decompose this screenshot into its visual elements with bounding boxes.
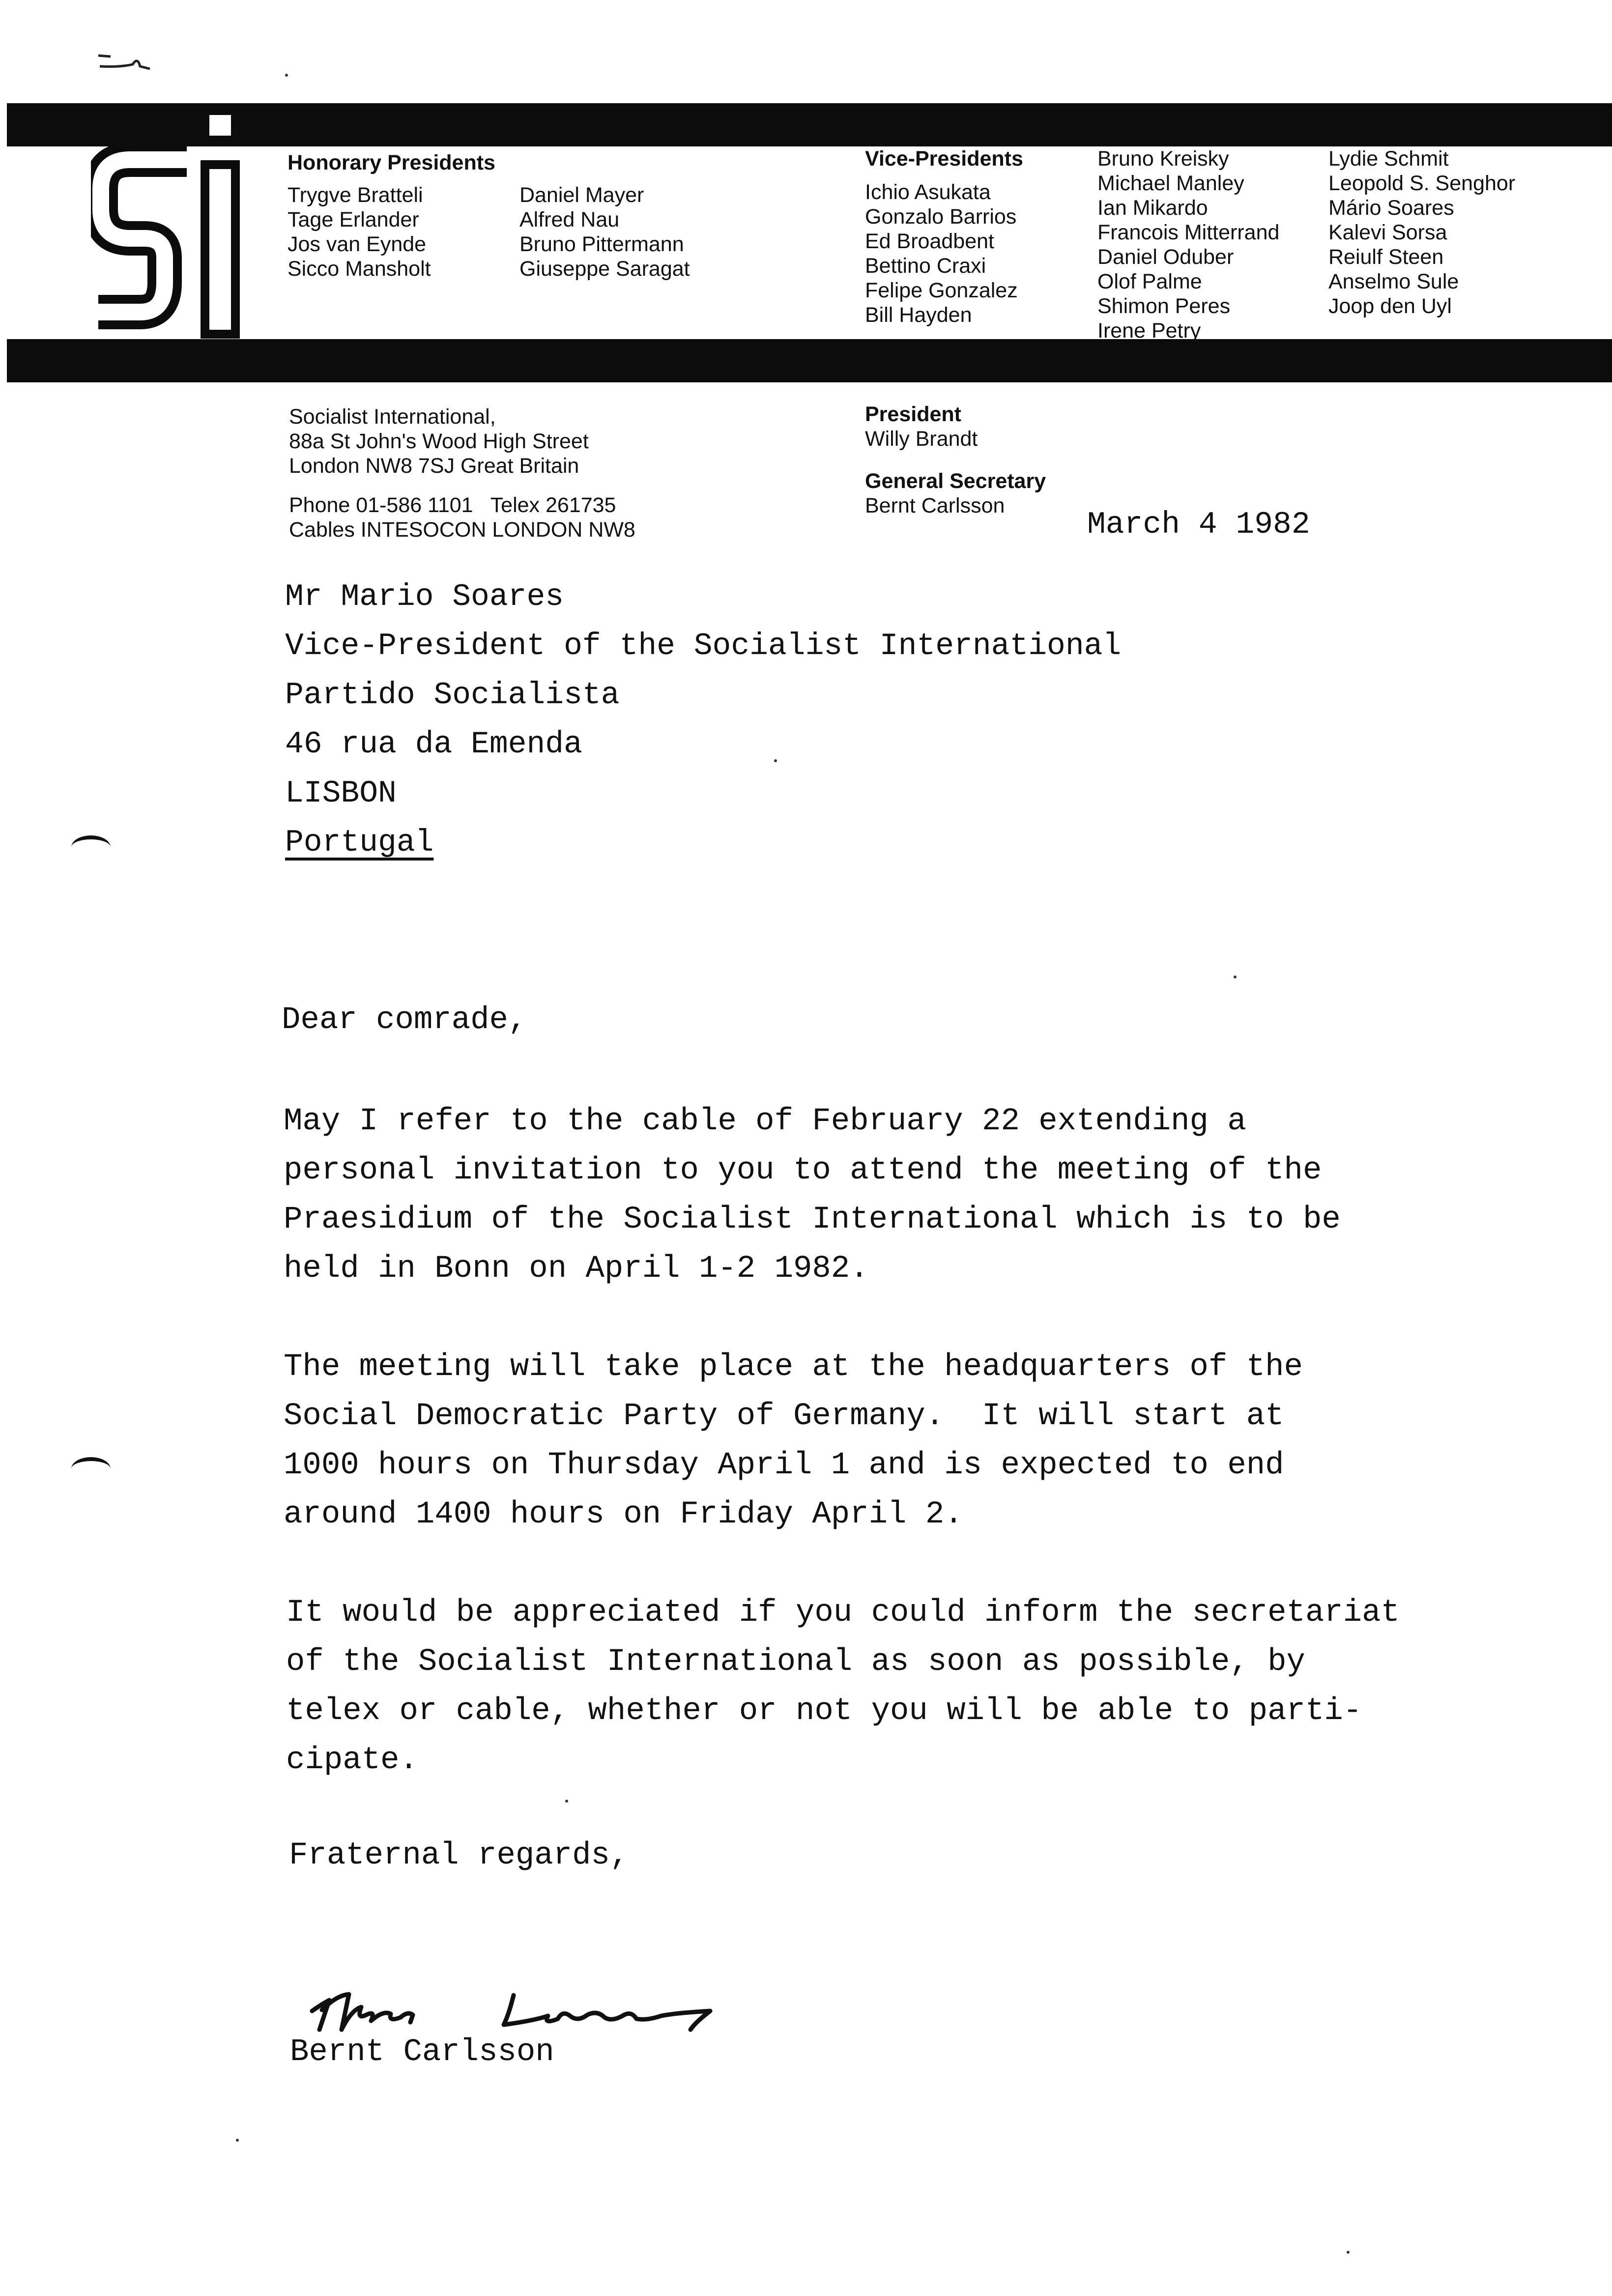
vice-president: Olof Palme (1097, 270, 1202, 293)
punch-hole-mark (71, 835, 111, 859)
president-heading: President (865, 402, 961, 426)
vice-presidents-column-3 (1328, 146, 1515, 318)
vice-president: Bill Hayden (865, 303, 972, 327)
vice-president: Michael Manley (1097, 172, 1244, 195)
honorary-president: Trygve Bratteli (288, 183, 423, 207)
vice-president: Ichio Asukata (865, 180, 991, 204)
scan-mark (91, 47, 165, 76)
speck (1347, 2251, 1350, 2254)
paragraph-line: May I refer to the cable of February 22 extending a (284, 1104, 1246, 1139)
speck (565, 1800, 568, 1803)
recipient-line: LISBON (285, 776, 397, 811)
honorary-president: Sicco Mansholt (288, 257, 431, 281)
honorary-president: Tage Erlander (288, 208, 419, 231)
vice-president: Felipe Gonzalez (865, 279, 1018, 302)
vice-president: Shimon Peres (1097, 294, 1231, 318)
vice-president: Bettino Craxi (865, 254, 986, 278)
speck (285, 74, 288, 77)
speck (1234, 976, 1237, 978)
vice-president: Irene Petry (1097, 319, 1201, 343)
vice-president: Bruno Kreisky (1097, 147, 1229, 171)
signatory-name: Bernt Carlsson (290, 2035, 554, 2070)
president-name: Willy Brandt (865, 427, 978, 451)
cables-line: Cables INTESOCON LONDON NW8 (289, 518, 635, 542)
closing: Fraternal regards, (289, 1838, 629, 1873)
vice-presidents-column-2 (1097, 146, 1279, 343)
paragraph-2 (284, 1343, 1303, 1539)
recipient-line: 46 rua da Emenda (285, 727, 582, 762)
honorary-presidents-column-2 (519, 183, 690, 281)
letter-date: March 4 1982 (1087, 507, 1310, 542)
officers (865, 402, 1046, 518)
honorary-president: Daniel Mayer (519, 183, 644, 207)
paragraph-line: of the Socialist International as soon as possible, by (286, 1644, 1305, 1680)
general-secretary-heading: General Secretary (865, 469, 1046, 493)
vice-president: Mário Soares (1328, 196, 1454, 220)
recipient-address (285, 573, 1121, 867)
vice-president: Lydie Schmit (1328, 147, 1449, 171)
address-line: Socialist International, (289, 405, 496, 429)
vice-president: Gonzalo Barrios (865, 205, 1017, 229)
paragraph-line: around 1400 hours on Friday April 2. (284, 1497, 963, 1532)
paragraph-line: Praesidium of the Socialist International which is to be (284, 1202, 1341, 1237)
vice-presidents-column-1 (865, 180, 1018, 327)
honorary-president: Bruno Pittermann (519, 232, 684, 256)
honorary-president: Jos van Eynde (288, 232, 427, 256)
paragraph-line: held in Bonn on April 1-2 1982. (284, 1251, 869, 1287)
honorary-presidents-heading: Honorary Presidents (288, 151, 495, 174)
salutation: Dear comrade, (282, 1003, 527, 1038)
general-secretary-name: Bernt Carlsson (865, 494, 1005, 517)
phone-telex-line: Phone 01-586 1101 Telex 261735 (289, 493, 616, 517)
address-line: London NW8 7SJ Great Britain (289, 454, 579, 478)
vice-president: Reiulf Steen (1328, 245, 1444, 269)
vice-president: Francois Mitterrand (1097, 221, 1280, 244)
letterhead-bottom-bar (7, 339, 1612, 382)
recipient-line: Mr Mario Soares (285, 579, 564, 614)
honorary-president: Alfred Nau (519, 208, 620, 231)
paragraph-line: Social Democratic Party of Germany. It will start at (284, 1399, 1284, 1434)
paragraph-line: personal invitation to you to attend the meeting of the (284, 1153, 1322, 1188)
paragraph-line: telex or cable, whether or not you will be able to parti- (286, 1693, 1362, 1729)
vice-presidents-heading: Vice-Presidents (865, 147, 1023, 171)
paragraph-line: 1000 hours on Thursday April 1 and is expected to end (284, 1448, 1284, 1483)
recipient-country: Portugal (285, 825, 434, 860)
paragraph-line: It would be appreciated if you could inform the secretariat (286, 1595, 1400, 1631)
organization-address (289, 404, 589, 478)
recipient-line: Vice-President of the Socialist International (285, 629, 1122, 663)
vice-president: Daniel Oduber (1097, 245, 1234, 269)
vice-president: Joop den Uyl (1328, 294, 1452, 318)
organization-contact (289, 493, 635, 542)
paragraph-line: The meeting will take place at the headquarters of the (284, 1349, 1303, 1385)
vice-president: Kalevi Sorsa (1328, 221, 1447, 244)
paragraph-1 (284, 1097, 1341, 1293)
honorary-president: Giuseppe Saragat (519, 257, 690, 281)
vice-president: Ian Mikardo (1097, 196, 1208, 220)
vice-president: Leopold S. Senghor (1328, 172, 1516, 195)
paragraph-line: cipate. (286, 1743, 418, 1778)
vice-president: Anselmo Sule (1328, 270, 1459, 293)
si-logo (91, 106, 253, 339)
vice-president: Ed Broadbent (865, 230, 994, 253)
paragraph-3 (286, 1588, 1400, 1785)
honorary-presidents-column-1 (288, 183, 431, 281)
punch-hole-mark (71, 1457, 111, 1481)
recipient-line: Partido Socialista (285, 678, 620, 713)
speck (236, 2139, 239, 2142)
address-line: 88a St John's Wood High Street (289, 430, 589, 453)
